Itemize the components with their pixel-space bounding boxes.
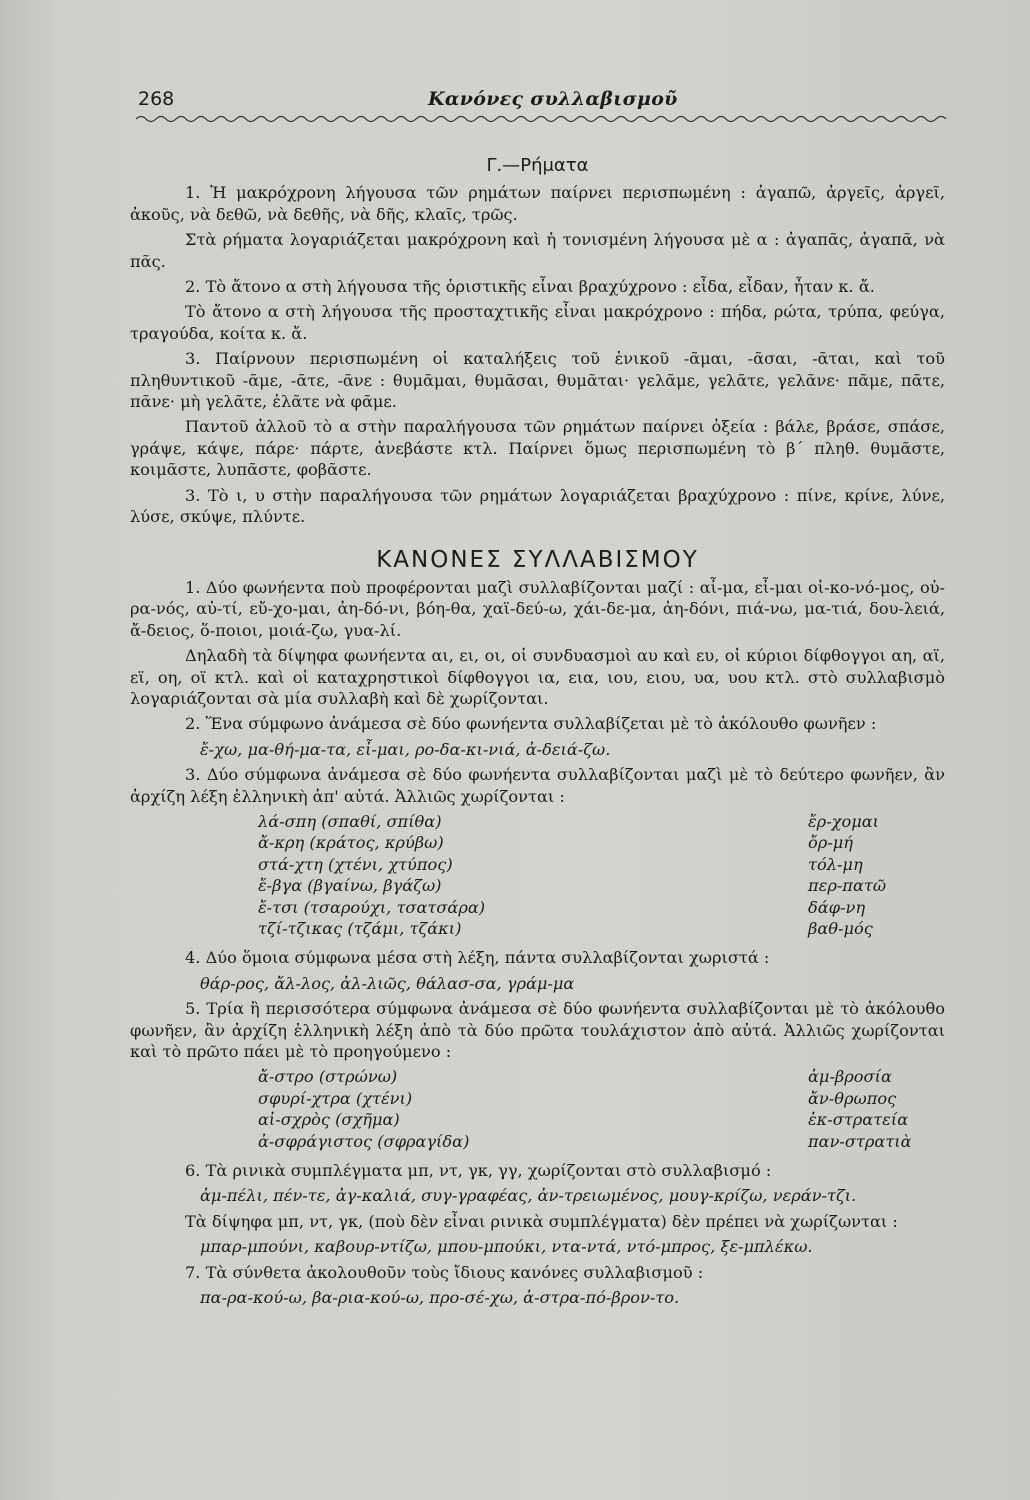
example-right: ἔρ-χομαι: [808, 811, 880, 831]
example-left: ἄ-στρο (στρώνω): [258, 1067, 398, 1087]
rule-1: 1. Δύο φωνήεντα ποὺ προφέρονται μαζὶ συλλαβίζονται μαζί : αἶ-μα, εἶ-μαι οἰ-κο-νό-μος, οὐ-ρα-νός, αὐ-τί, εὔ-χο-μαι, ἀη-δό-νι, βόη-θα, χαϊ-δεύ-ω, χάι-δε-μα, ἀη-δόνι, πιά-νω, μα-τιά, δου-λειά, ἄ-δειος, ὅ-ποιοι, μοιά-ζω, γυα-λί.: [130, 577, 945, 640]
paragraph: Τὸ ἄτονο α στὴ λήγουσα τῆς προσταχτικῆς εἶναι μακρόχρονο : πήδα, ρώτα, τρύπα, φεύγα, τραγούδα, κοίτα κ. ἄ.: [130, 302, 945, 343]
rule-6-note: Τὰ δίψηφα μπ, ντ, γκ, (ποὺ δὲν εἶναι ρινικὰ συμπλέγματα) δὲν πρέπει νὰ χωρίζωνται :: [185, 1211, 898, 1231]
section-title-verbs: Γ.—Ρήματα: [486, 155, 589, 176]
body-text: [130, 155, 945, 1313]
rule-6: 6. Τὰ ρινικὰ συμπλέγματα μπ, ντ, γκ, γγ, χωρίζονται στὸ συλλαβισμό :: [185, 1161, 772, 1181]
rule-6-examples: ἀμ-πέλι, πέν-τε, ἀγ-καλιά, συγ-γραφέας, ἀν-τρειωμένος, μουγ-κρίζω, νεράν-τζι.: [200, 1186, 857, 1206]
rule-4-examples: θάρ-ρος, ἄλ-λος, ἀλ-λιῶς, θάλασ-σα, γράμ-μα: [200, 973, 575, 993]
example-right: βαθ-μός: [808, 919, 873, 938]
example-right: ὄρ-μή: [808, 833, 853, 853]
running-title: Κανόνες συλλαβισμοῦ: [428, 88, 678, 110]
rule-5: 5. Τρία ἢ περισσότερα σύμφωνα ἀνάμεσα σὲ δύο φωνήεντα συλλαβίζονται μὲ τὸ ἀκόλουθο φωνῆεν, ἂν ἀρχίζη ἑλληνικὴ λέξη ἀπὸ τὰ δύο πρῶτα τουλάχιστον ἀπὸ αὐτά. Ἀλλιῶς χωρίζονται καὶ τὸ πρῶτο πάει μὲ τὸ προηγούμενο :: [130, 999, 945, 1062]
rule-2: 2. Ἕνα σύμφωνο ἀνάμεσα σὲ δύο φωνήεντα συλλαβίζεται μὲ τὸ ἀκόλουθο φωνῆεν :: [185, 714, 877, 734]
example-left: ἔ-τσι (τσαρούχι, τσατσάρα): [258, 897, 486, 917]
example-right: παν-στρατιὰ: [808, 1131, 912, 1151]
example-right: δάφ-νη: [808, 897, 866, 917]
page-header: [138, 84, 948, 124]
paragraph: 3. Τὸ ι, υ στὴν παραλήγουσα τῶν ρημάτων λογαριάζεται βραχύχρονο : πίνε, κρίνε, λύνε, λύσε, σκύψε, πλύντε.: [130, 485, 945, 527]
example-right: ἄν-θρωπος: [808, 1088, 897, 1108]
example-left: ἀ-σφράγιστος (σφραγίδα): [258, 1131, 470, 1151]
example-left: αἰ-σχρὸς (σχῆμα): [258, 1110, 400, 1130]
section-title-syllabification: ΚΑΝΟΝΕΣ ΣΥΛΛΑΒΙΣΜΟΥ: [376, 546, 699, 573]
paragraph: 3. Παίρνουν περισπωμένη οἱ καταλήξεις τοῦ ἑνικοῦ -ᾶμαι, -ᾶσαι, -ᾶται, καὶ τοῦ πληθυντικοῦ -ᾶμε, -ᾶτε, -ᾶνε : θυμᾶμαι, θυμᾶσαι, θυμᾶται· γελᾶμε, γελᾶτε, γελᾶνε· πᾶμε, πᾶτε, πᾶνε· μὴ γελᾶτε, ἐλᾶτε νὰ φᾶμε.: [130, 349, 945, 412]
example-left: σφυρί-χτρα (χτένι): [258, 1088, 413, 1108]
example-right: τόλ-μη: [808, 854, 863, 874]
rule-7: 7. Τὰ σύνθετα ἀκολουθοῦν τοὺς ἴδιους κανόνες συλλαβισμοῦ :: [185, 1262, 704, 1282]
wavy-rule: [136, 114, 948, 124]
rule-3-examples: [130, 811, 945, 939]
example-right: ἐκ-στρατεία: [808, 1110, 909, 1130]
rule-7-examples: πα-ρα-κού-ω, βα-ρια-κού-ω, προ-σέ-χω, ἀ-στρα-πό-βρον-το.: [200, 1288, 680, 1308]
example-left: ἄ-κρη (κράτος, κρύβω): [258, 833, 444, 853]
paragraph: Στὰ ρήματα λογαριάζεται μακρόχρονη καὶ ἡ τονισμένη λήγουσα μὲ α : ἀγαπᾶς, ἀγαπᾶ, νὰ πᾶς.: [130, 230, 945, 271]
example-left: στά-χτη (χτένι, χτύπος): [258, 854, 453, 874]
page-number: 268: [138, 88, 175, 110]
rule-4: 4. Δύο ὅμοια σύμφωνα μέσα στὴ λέξη, πάντα συλλαβίζονται χωριστά :: [185, 948, 770, 968]
paragraph: 1. Ἡ μακρόχρονη λήγουσα τῶν ρημάτων παίρνει περισπωμένη : ἀγαπῶ, ἀργεῖς, ἀργεῖ, ἀκοῦς, νὰ δεθῶ, νὰ δεθῆς, νὰ δῆς, κλαῖς, τρῶς.: [130, 183, 945, 224]
paragraph: Παντοῦ ἀλλοῦ τὸ α στὴν παραλήγουσα τῶν ρημάτων παίρνει ὀξεία : βάλε, βράσε, σπάσε, γράψε, κάψε, πάρε· πάρτε, ἀνεβάστε κτλ. Παίρνει ὅμως περισπωμένη τὸ β΄ πληθ. θυμᾶστε, κοιμᾶστε, λυπᾶστε, φοβᾶστε.: [130, 417, 945, 480]
rule-5-examples: [130, 1066, 945, 1152]
rule-3: 3. Δύο σύμφωνα ἀνάμεσα σὲ δύο φωνήεντα συλλαβίζονται μαζὶ μὲ τὸ δεύτερο φωνῆεν, ἂν ἀρχίζη λέξη ἑλληνικὴ ἀπ' αὐτά. Ἀλλιῶς χωρίζονται :: [130, 765, 945, 806]
example-left: ἔ-βγα (βγαίνω, βγάζω): [258, 876, 442, 896]
rule-1-detail: Δηλαδὴ τὰ δίψηφα φωνήεντα αι, ει, οι, οἱ συνδυασμοὶ αυ καὶ ευ, οἱ κύριοι δίφθογγοι αη, αϊ, εϊ, οη, οϊ κτλ. καὶ οἱ καταχρηστικοὶ δίφθογγοι ια, εια, ιου, ειου, υα, υου κτλ. στὸ συλλαβισμὸ λογαριάζονται σὰ μία συλλαβὴ καὶ δὲ χωρίζονται.: [130, 646, 945, 708]
rule-6-note-examples: μπαρ-μπούνι, καβουρ-ντίζω, μπου-μπούκι, ντα-ντά, ντό-μπρος, ξε-μπλέκω.: [200, 1237, 813, 1257]
rule-2-examples: ἔ-χω, μα-θή-μα-τα, εἶ-μαι, ρο-δα-κι-νιά, ἀ-δειά-ζω.: [200, 739, 611, 759]
example-left: τζί-τζικας (τζάμι, τζάκι): [258, 919, 462, 938]
paragraph: 2. Τὸ ἄτονο α στὴ λήγουσα τῆς ὁριστικῆς εἶναι βραχύχρονο : εἶδα, εἶδαν, ἦταν κ. ἄ.: [185, 277, 875, 297]
example-right: περ-πατῶ: [808, 876, 887, 896]
example-left: λά-σπη (σπαθί, σπίθα): [258, 811, 442, 831]
example-right: ἀμ-βροσία: [808, 1067, 892, 1087]
